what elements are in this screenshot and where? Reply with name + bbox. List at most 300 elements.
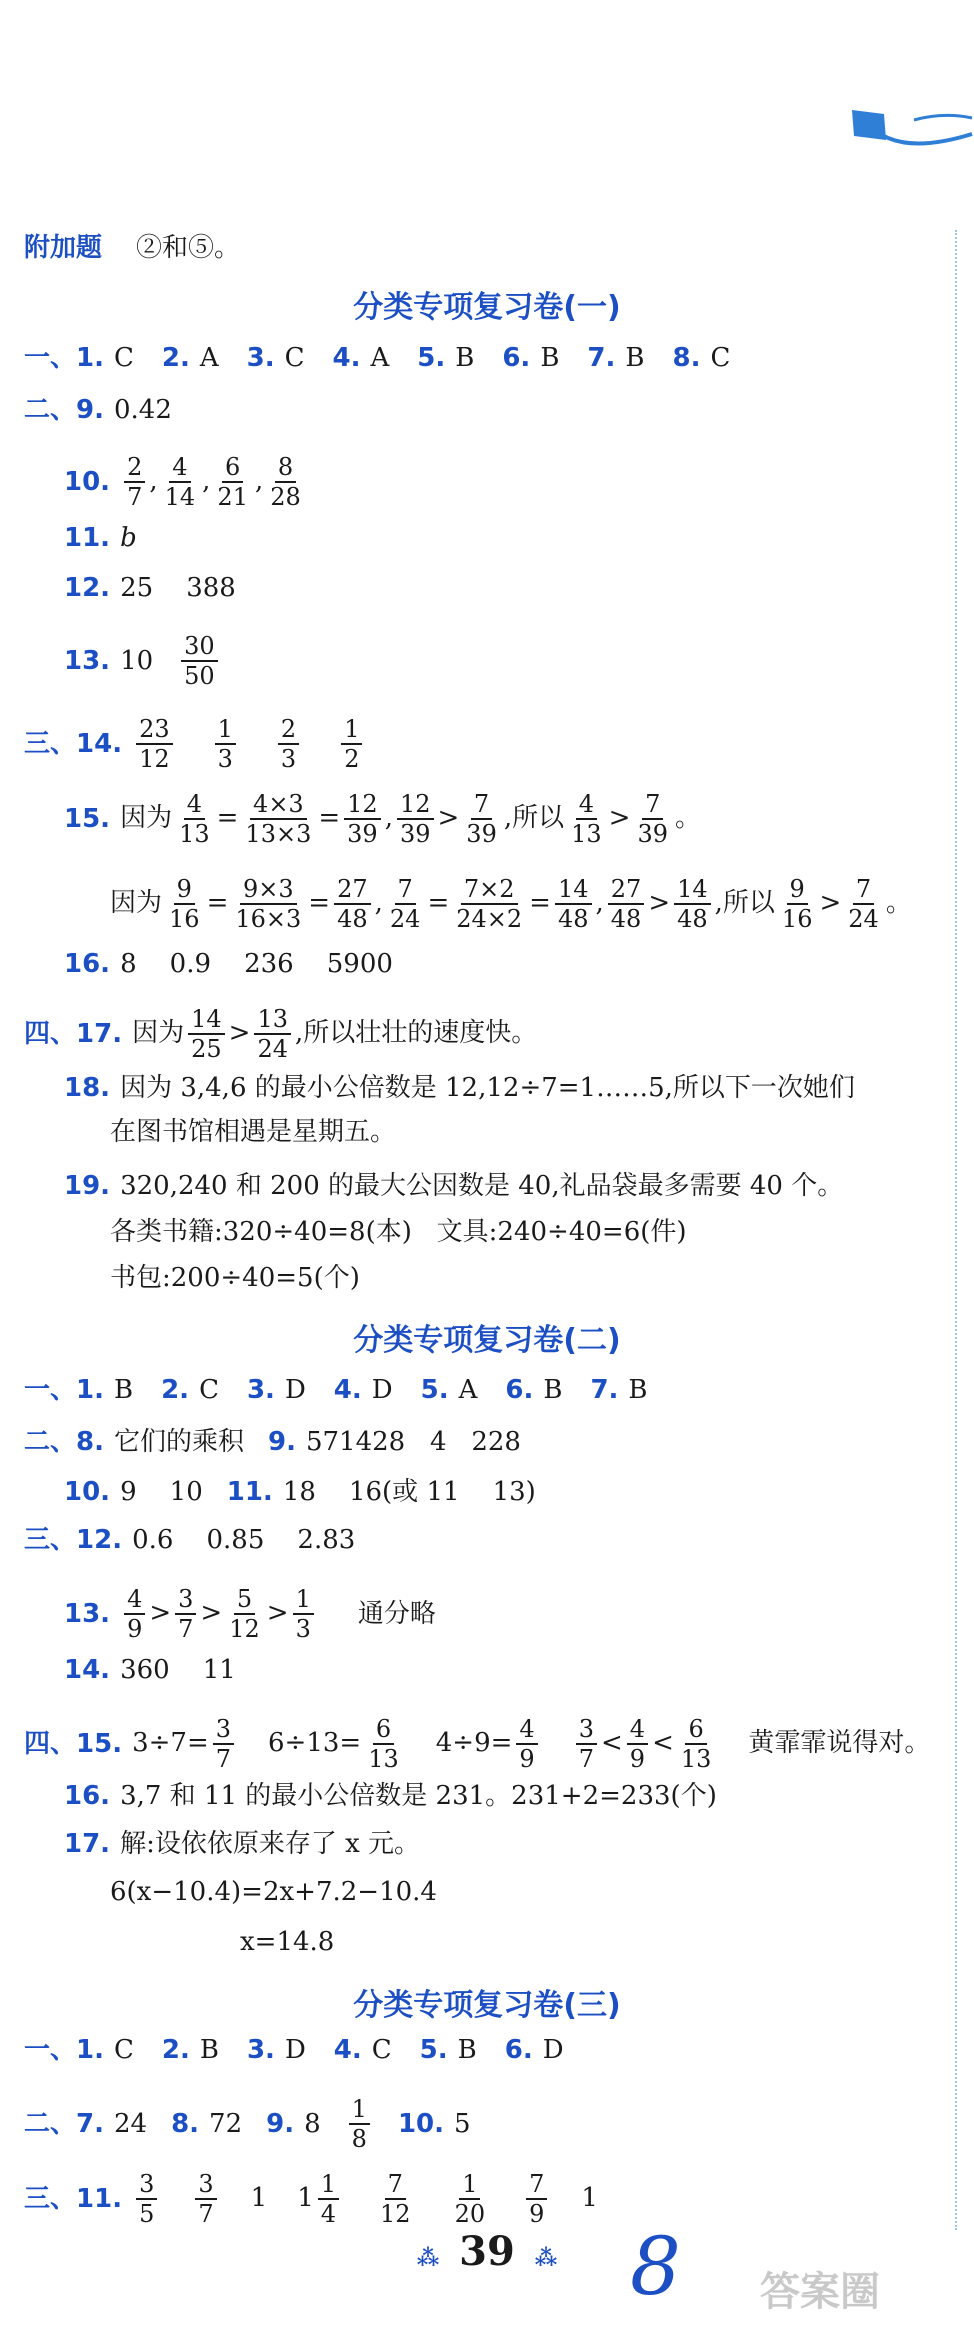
numerator: 3 <box>175 1585 196 1615</box>
question-number: 6. <box>504 2035 533 2065</box>
denominator: 8 <box>351 2125 367 2153</box>
denominator: 39 <box>637 820 668 848</box>
section-marker: 三、 <box>24 729 77 759</box>
section-title-1: 分类专项复习卷(一) <box>353 290 621 325</box>
expr-text: , <box>202 466 211 496</box>
question-number: 3. <box>246 1375 275 1405</box>
question-number: 1. <box>76 343 104 373</box>
mc-item <box>421 1370 478 1410</box>
question-number: 2. <box>161 1375 190 1405</box>
fraction <box>124 1585 145 1643</box>
question-number: 13. <box>64 1599 111 1629</box>
denominator: 12 <box>139 745 170 773</box>
numerator: 7×2 <box>461 875 518 905</box>
fraction-list <box>132 715 366 773</box>
s1-row-15 <box>110 1212 687 1252</box>
fraction <box>181 632 218 690</box>
answer-text: 8 0.9 236 5900 <box>120 949 393 979</box>
expr-text: < <box>652 1728 674 1758</box>
question-number: 10. <box>64 467 111 497</box>
numerator: 7 <box>471 790 492 820</box>
section-marker: 三、 <box>24 2184 77 2214</box>
s2-row-10 <box>110 1872 437 1912</box>
answer-text: 24 <box>113 2109 148 2139</box>
expr-text: 。 <box>675 803 702 833</box>
denominator: 24 <box>389 905 421 933</box>
numerator: 1 <box>293 1585 314 1615</box>
answer-choice: B <box>113 1375 134 1405</box>
question-number: 17. <box>64 1829 111 1859</box>
denominator: 7 <box>578 1745 594 1773</box>
question-number: 6. <box>502 343 531 373</box>
question-number: 16. <box>64 1781 111 1811</box>
fraction <box>453 875 525 933</box>
question-number: 9. <box>266 2109 295 2139</box>
numerator: 9 <box>174 875 195 905</box>
answer-text: 8 <box>304 2109 321 2139</box>
s2-row-3 <box>64 1472 536 1512</box>
fraction <box>779 875 816 933</box>
mc-item <box>333 338 390 378</box>
mc-item <box>162 2030 219 2070</box>
mc-item <box>247 2030 306 2070</box>
fraction <box>213 1715 234 1773</box>
expr-text: > <box>266 1598 289 1628</box>
denominator: 39 <box>466 820 497 848</box>
s1-row-9 <box>110 875 912 933</box>
ornament-icon: ⁂ <box>534 2245 558 2271</box>
question-number: 18. <box>64 1073 111 1103</box>
answer-text: 0.6 0.85 2.83 <box>132 1525 356 1555</box>
numerator: 14 <box>188 1005 225 1035</box>
question-number: 15. <box>64 804 111 834</box>
numerator: 4 <box>169 453 190 483</box>
mc-answers <box>76 338 758 378</box>
numerator: 6 <box>685 1715 706 1745</box>
fraction <box>344 790 381 848</box>
equation-text: x=14.8 <box>240 1927 335 1957</box>
answer-text: 解:设依依原来存了 x 元。 <box>120 1829 421 1859</box>
fraction <box>349 2095 370 2153</box>
margin-dotted-line <box>955 230 957 2230</box>
denominator: 24 <box>257 1035 288 1063</box>
mc-item <box>161 1370 219 1410</box>
expr-text: = <box>206 888 229 918</box>
s1-row-11 <box>24 1005 537 1063</box>
s2-row-8 <box>64 1776 717 1816</box>
numerator: 3 <box>195 2170 216 2200</box>
numerator: 1 <box>341 715 362 745</box>
numerator: 4×3 <box>250 790 307 820</box>
s1-row-8 <box>64 790 701 848</box>
denominator: 2 <box>344 745 360 773</box>
expr-text: 6÷13= <box>268 1728 362 1758</box>
expr-text: > <box>437 803 460 833</box>
denominator: 4 <box>320 2200 337 2228</box>
answer-text: b <box>120 523 137 553</box>
fraction <box>377 2170 414 2228</box>
expr-text: ,所以 <box>503 803 565 833</box>
expr-text: 1 <box>581 2183 598 2213</box>
question-number: 7. <box>76 2109 104 2139</box>
fraction <box>397 790 434 848</box>
fraction <box>162 453 199 511</box>
denominator: 9 <box>519 1745 535 1773</box>
division-comparison <box>132 1715 930 1773</box>
question-number: 3. <box>246 343 275 373</box>
page-number: 39 <box>459 2228 515 2275</box>
fraction <box>267 453 304 511</box>
fraction <box>175 1585 196 1643</box>
expr-text: 因为 <box>120 803 173 833</box>
watermark: 答案圈 <box>760 2269 880 2315</box>
mc-item <box>673 338 731 378</box>
expr-text: ,所以壮壮的速度快。 <box>294 1018 538 1048</box>
answer-text: 571428 4 228 <box>305 1427 521 1457</box>
fraction <box>674 875 711 933</box>
fraction <box>278 715 299 773</box>
numerator: 5 <box>234 1585 255 1615</box>
s2-row-4 <box>24 1520 355 1560</box>
question-number: 1. <box>76 1375 104 1405</box>
s3-row-3 <box>24 2170 598 2228</box>
question-number: 5. <box>420 1375 449 1405</box>
fraction-list <box>120 453 308 511</box>
question-number: 11. <box>226 1477 273 1507</box>
mc-item <box>505 2030 564 2070</box>
numerator: 7 <box>642 790 663 820</box>
answer-text: 3,7 和 11 的最小公倍数是 231。231+2=233(个) <box>120 1781 717 1811</box>
s1-row-5 <box>64 568 236 608</box>
denominator: 9 <box>127 1615 143 1643</box>
question-number: 17. <box>76 1019 123 1049</box>
question-number: 9. <box>268 1427 296 1457</box>
answer-text: 72 <box>209 2109 243 2139</box>
question-number: 4. <box>333 1375 362 1405</box>
question-number: 19. <box>64 1171 111 1201</box>
expr-text: 黄霏霏说得对。 <box>748 1728 931 1758</box>
fraction <box>136 715 173 773</box>
fraction <box>526 2170 547 2228</box>
section-marker: 一、 <box>24 1375 77 1405</box>
s2-row-5 <box>64 1585 436 1643</box>
s1-row-1 <box>24 338 758 378</box>
fraction <box>845 875 882 933</box>
denominator: 3 <box>217 745 233 773</box>
answer-text: 320,240 和 200 的最大公因数是 40,礼品袋最多需要 40 个。 <box>120 1171 844 1201</box>
question-number: 7. <box>587 343 616 373</box>
answer-text: 5 <box>454 2109 471 2139</box>
fraction <box>516 1715 537 1773</box>
denominator: 5 <box>139 2200 155 2228</box>
s1-row-14 <box>64 1166 843 1206</box>
fraction <box>166 875 203 933</box>
denominator: 13 <box>368 1745 399 1773</box>
expr-text: , <box>374 888 383 918</box>
fraction <box>678 1715 715 1773</box>
denominator: 7 <box>198 2200 214 2228</box>
expr-text: < <box>600 1728 623 1758</box>
answer-text: 各类书籍:320÷40=8(本) 文具:240÷40=6(件) <box>110 1217 687 1247</box>
question-number: 5. <box>419 2035 448 2065</box>
s1-row-10 <box>64 944 393 984</box>
answer-text: 书包:200÷40=5(个) <box>110 1263 360 1293</box>
section-marker: 二、 <box>24 1427 77 1457</box>
answer-choice: B <box>457 2035 477 2065</box>
numerator: 3 <box>576 1715 597 1745</box>
denominator: 50 <box>184 662 215 690</box>
question-number: 10. <box>64 1477 111 1507</box>
mc-item <box>334 2030 392 2070</box>
expr-text: > <box>648 888 671 918</box>
numerator: 9×3 <box>240 875 297 905</box>
answer-text: 9 10 <box>120 1477 203 1507</box>
answer-choice: C <box>113 2035 134 2065</box>
answer-choice: A <box>370 343 390 373</box>
denominator: 9 <box>629 1745 646 1773</box>
question-number: 15. <box>76 1729 123 1759</box>
section-title-3: 分类专项复习卷(三) <box>353 1988 621 2023</box>
numerator: 14 <box>555 875 592 905</box>
denominator: 13 <box>179 820 210 848</box>
corner-decoration <box>844 100 974 160</box>
fraction <box>608 875 645 933</box>
s1-row-3 <box>64 453 308 511</box>
section-marker: 一、 <box>24 343 77 373</box>
comparison-expression <box>110 875 912 933</box>
denominator: 21 <box>217 483 248 511</box>
numerator: 1 <box>318 2170 339 2200</box>
numerator: 14 <box>674 875 711 905</box>
answer-choice: D <box>371 1375 393 1405</box>
expr-text: , <box>595 888 604 918</box>
expr-text: > <box>200 1598 223 1628</box>
mc-answers <box>76 2030 592 2070</box>
answer-choice: A <box>199 343 219 373</box>
expr-text: 1 <box>297 2183 314 2213</box>
fraction <box>576 1715 597 1773</box>
mc-item <box>162 338 219 378</box>
answer-text: 因为 3,4,6 的最小公倍数是 12,12÷7=1……5,所以下一次她们 <box>120 1073 855 1103</box>
mc-item <box>420 2030 477 2070</box>
mc-item <box>247 338 305 378</box>
denominator: 3 <box>295 1615 311 1643</box>
fraction <box>215 715 236 773</box>
numerator: 30 <box>181 632 218 662</box>
question-number: 5. <box>417 343 446 373</box>
mc-item <box>334 1370 393 1410</box>
numerator: 4 <box>627 1715 648 1745</box>
s1-row-4 <box>64 518 137 558</box>
fraction <box>387 875 424 933</box>
numerator: 4 <box>184 790 205 820</box>
question-number: 3. <box>246 2035 275 2065</box>
fraction <box>242 790 314 848</box>
answer-choice: D <box>284 1375 306 1405</box>
section-marker: 一、 <box>24 2035 77 2065</box>
section-marker: 二、 <box>24 2109 77 2139</box>
denominator: 7 <box>127 483 143 511</box>
answer-text: 18 16(或 11 13) <box>282 1477 536 1507</box>
question-number: 6. <box>505 1375 534 1405</box>
answer-choice: D <box>284 2035 306 2065</box>
numerator: 1 <box>459 2170 480 2200</box>
expr-text: > <box>819 888 842 918</box>
ornament-icon: ⁂ <box>416 2245 440 2271</box>
fraction <box>365 1715 402 1773</box>
s2-row-2 <box>24 1422 521 1462</box>
answer-choice: B <box>455 343 475 373</box>
fraction <box>176 790 213 848</box>
expr-text: = <box>529 888 551 918</box>
denominator: 13 <box>680 1745 712 1773</box>
question-number: 8. <box>672 343 701 373</box>
fraction-ordering <box>120 1585 318 1643</box>
expr-text: 。 <box>885 888 912 918</box>
question-number: 2. <box>161 2035 190 2065</box>
numerator: 4 <box>124 1585 145 1615</box>
numerator: 12 <box>344 790 381 820</box>
fraction <box>177 632 222 690</box>
mc-item <box>417 338 474 378</box>
expr-text: > <box>149 1598 172 1628</box>
answer-choice: B <box>199 2035 219 2065</box>
fraction <box>463 790 500 848</box>
denominator: 39 <box>347 820 378 848</box>
question-number: 12. <box>76 1525 123 1555</box>
answer-choice: B <box>543 1375 563 1405</box>
expr-text: , <box>384 803 393 833</box>
mc-item <box>247 1370 306 1410</box>
denominator: 3 <box>280 745 297 773</box>
question-number: 4. <box>333 2035 362 2065</box>
expr-text: = <box>427 888 450 918</box>
question-number: 11. <box>64 523 111 553</box>
answer-text: 0.42 <box>113 395 172 425</box>
question-number: 13. <box>64 646 111 676</box>
expr-text: = <box>216 803 239 833</box>
section-marker: 四、 <box>24 1019 77 1049</box>
fraction <box>452 2170 489 2228</box>
numerator: 6 <box>222 453 243 483</box>
expr-text: > <box>608 803 631 833</box>
question-number: 9. <box>76 395 104 425</box>
answer-choice: C <box>284 343 305 373</box>
denominator: 7 <box>215 1745 232 1773</box>
denominator: 25 <box>191 1035 222 1063</box>
answer-choice: C <box>199 1375 219 1405</box>
expr-text: 3÷7= <box>132 1728 209 1758</box>
answer-choice: C <box>113 343 134 373</box>
s1-row-13 <box>110 1112 396 1152</box>
fraction <box>318 2170 339 2228</box>
denominator: 9 <box>529 2200 545 2228</box>
bonus-row <box>24 228 240 268</box>
numerator: 12 <box>397 790 434 820</box>
answer-text: 它们的乘积 <box>113 1427 244 1457</box>
denominator: 48 <box>557 905 589 933</box>
expr-text: = <box>308 888 331 918</box>
numerator: 2 <box>124 453 145 483</box>
fraction <box>188 1005 225 1063</box>
question-number: 2. <box>161 343 190 373</box>
numerator: 3 <box>213 1715 234 1745</box>
expr-text: 4÷9= <box>435 1728 513 1758</box>
expr-text: , <box>254 466 264 496</box>
s2-row-11 <box>240 1922 334 1962</box>
fraction <box>345 2095 374 2153</box>
numerator: 27 <box>334 875 371 905</box>
fraction <box>293 1585 314 1643</box>
answer-note: 通分略 <box>357 1599 436 1629</box>
denominator: 16 <box>169 905 200 933</box>
question-number: 16. <box>64 949 111 979</box>
answer-choice: D <box>542 2035 564 2065</box>
denominator: 12 <box>380 2200 411 2228</box>
denominator: 16 <box>781 905 813 933</box>
denominator: 48 <box>337 905 368 933</box>
fraction <box>341 715 362 773</box>
numerator: 1 <box>349 2095 370 2125</box>
mc-item <box>76 1370 133 1410</box>
numerator: 4 <box>516 1715 537 1745</box>
answer-choice: B <box>628 1375 648 1405</box>
question-number: 11. <box>76 2184 123 2214</box>
answer-choice: A <box>458 1375 478 1405</box>
fraction-list <box>132 2170 598 2228</box>
fraction <box>334 875 371 933</box>
s1-row-16 <box>110 1258 360 1298</box>
s3-row-2 <box>24 2095 471 2153</box>
s1-row-12 <box>64 1068 855 1108</box>
answer-choice: C <box>371 2035 392 2065</box>
question-number: 8. <box>76 1427 104 1457</box>
numerator: 13 <box>254 1005 291 1035</box>
denominator: 48 <box>610 905 642 933</box>
comparison-expression <box>120 790 701 848</box>
question-number: 1. <box>76 2035 104 2065</box>
numerator: 4 <box>576 790 597 820</box>
expr-text: 因为 <box>132 1018 185 1048</box>
bonus-label: 附加题 <box>24 233 103 263</box>
question-number: 4. <box>332 343 361 373</box>
expr-text: = <box>318 803 341 833</box>
fraction <box>555 875 592 933</box>
s1-row-6 <box>64 632 222 690</box>
numerator: 23 <box>136 715 173 745</box>
numerator: 7 <box>526 2170 547 2200</box>
fraction <box>634 790 671 848</box>
bonus-text: ②和⑤。 <box>136 233 241 263</box>
section-marker: 四、 <box>24 1729 77 1759</box>
s2-row-7 <box>24 1715 930 1773</box>
numerator: 27 <box>608 875 645 905</box>
s1-row-7 <box>24 715 366 773</box>
question-number: 14. <box>76 729 123 759</box>
denominator: 24×2 <box>456 905 523 933</box>
denominator: 7 <box>178 1615 194 1643</box>
fraction <box>136 2170 157 2228</box>
mc-answers <box>76 1370 676 1410</box>
fraction <box>195 2170 216 2228</box>
s2-row-1 <box>24 1370 676 1410</box>
expr-text: 1 <box>250 2183 268 2213</box>
expr-text: , <box>149 466 158 496</box>
fraction <box>124 453 145 511</box>
answer-text: 25 388 <box>120 573 236 603</box>
denominator: 20 <box>454 2200 486 2228</box>
numerator: 1 <box>215 715 236 745</box>
